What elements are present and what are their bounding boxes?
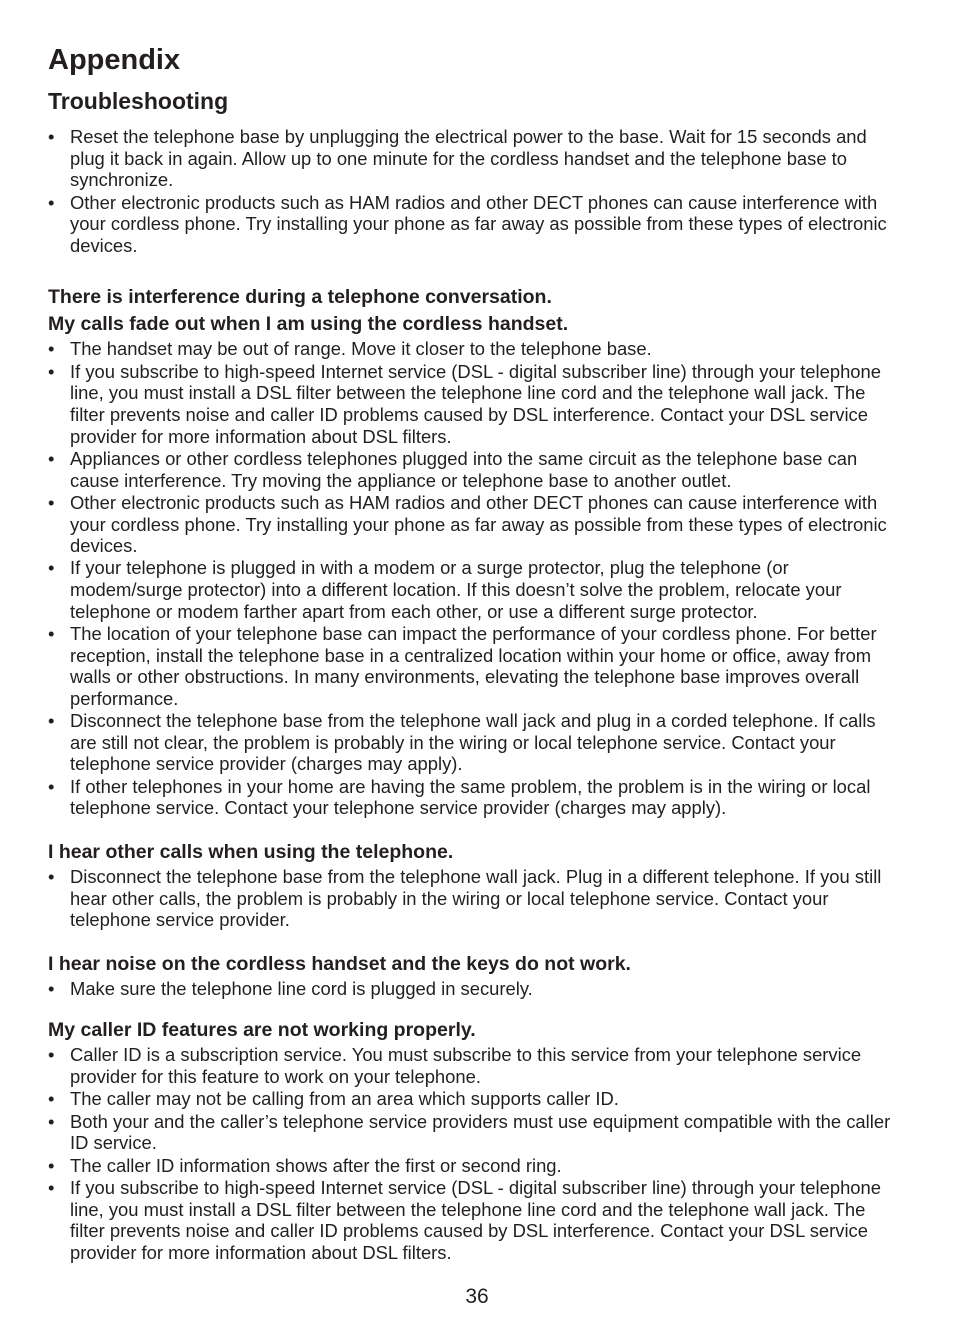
list-item-text: If you subscribe to high-speed Internet service (DSL - digital subscriber line) through your telephone line, you must install a DSL filter between the telephone line cord and the telephone wall jack. The filter prevents noise and caller ID problems caused by DSL interference. Contact your DSL service provider for more information about DSL filters. [70,1177,881,1263]
list-item [48,1044,894,1087]
bullet-icon: • [48,126,55,147]
list-item [48,1177,894,1263]
bullet-icon: • [48,191,55,213]
list-item-text: If you subscribe to high-speed Internet service (DSL - digital subscriber line) through your telephone line, you must install a DSL filter between the telephone line cord and the telephone wall jack. The filter prevents noise and caller ID problems caused by DSL interference. Contact your DSL service provider for more information about DSL filters. [70,360,881,447]
list-item [48,492,894,557]
bullet-icon: • [48,491,55,513]
troubleshooting-list [48,866,894,931]
list-item [48,978,894,1000]
list-item [48,126,894,191]
bullet-icon: • [48,360,55,382]
troubleshooting-list [48,1044,894,1263]
bullet-icon: • [48,977,55,999]
troubleshooting-list [48,978,894,1000]
intro-list [48,126,894,256]
bullet-icon: • [48,1154,55,1176]
list-item [48,710,894,775]
bullet-icon: • [48,866,55,887]
page-title: Appendix [48,44,181,76]
list-item-text: The caller may not be calling from an area which supports caller ID. [70,1088,619,1110]
list-item-text: If other telephones in your home are having the same problem, the problem is in the wiring or local telephone service. Contact your telephone service provider (charges may apply). [70,775,871,819]
section-title [48,951,894,978]
list-item [48,338,894,360]
list-item-text: Caller ID is a subscription service. You must subscribe to this service from your telephone service provider for this feature to work on your telephone. [70,1044,862,1087]
list-item [48,776,894,819]
bullet-icon: • [48,1110,55,1132]
list-item-text: Appliances or other cordless telephones plugged into the same circuit as the telephone base can cause interference. Try moving the appliance or telephone base to another outlet. [70,447,858,491]
list-item-text: Both your and the caller’s telephone service providers must use equipment compatible with the caller ID service. [70,1110,891,1154]
bullet-icon: • [48,1177,55,1199]
list-item-text: Disconnect the telephone base from the telephone wall jack and plug in a corded telephone. If calls are still not clear, the problem is probably in the wiring or local telephone service. Contact your telephone service provider (charges may apply). [70,710,876,775]
section-heading-troubleshooting: Troubleshooting [48,88,229,114]
section-interference [48,284,894,819]
section-title-line: There is interference during a telephone conversation. [48,286,552,309]
list-item-text: Make sure the telephone line cord is plugged in securely. [70,977,533,999]
list-item [48,1155,894,1177]
bullet-icon: • [48,338,55,360]
section-title-line: My calls fade out when I am using the cordless handset. [48,313,569,336]
list-item [48,192,894,257]
list-item [48,623,894,709]
list-item-text: Reset the telephone base by unplugging the electrical power to the base. Wait for 15 seconds and plug it back in again. Allow up to one minute for the cordless handset and the telephone base to synchronize. [70,126,867,191]
list-item-text: The caller ID information shows after the first or second ring. [70,1154,562,1176]
bullet-icon: • [48,710,55,732]
bullet-icon: • [48,557,55,579]
section-title-line: I hear noise on the cordless handset and the keys do not work. [48,952,631,975]
list-item [48,1088,894,1110]
list-item-text: The location of your telephone base can impact the performance of your cordless phone. For better reception, install the telephone base in a centralized location within your home or office, away from walls or other obstructions. In many environments, elevating the telephone base improves overall performance. [70,623,877,709]
list-item-text: The handset may be out of range. Move it closer to the telephone base. [70,338,652,360]
list-item [48,866,894,931]
list-item [48,361,894,447]
section-title-line: I hear other calls when using the telephone. [48,841,454,863]
list-item [48,448,894,491]
bullet-icon: • [48,775,55,797]
list-item-text: Other electronic products such as HAM radios and other DECT phones can cause interference with your cordless phone. Try installing your phone as far away as possible from these types of electronic devices. [70,191,887,256]
bullet-icon: • [48,447,55,469]
section-title-line: My caller ID features are not working properly. [48,1019,476,1042]
page-number: 36 [465,1285,489,1308]
section-caller-id [48,1017,894,1263]
section-title [48,1017,894,1044]
section-other-calls [48,839,894,931]
section-title [48,839,894,866]
bullet-icon: • [48,1088,55,1110]
bullet-icon: • [48,623,55,645]
troubleshooting-list [48,338,894,819]
bullet-icon: • [48,1044,55,1066]
section-noise [48,951,894,1000]
list-item [48,557,894,622]
list-item-text: If your telephone is plugged in with a modem or a surge protector, plug the telephone (or modem/surge protector) into a different location. If this doesn’t solve the problem, relocate your telephone or modem farther apart from each other, or use a different surge protector. [70,557,842,622]
list-item-text: Other electronic products such as HAM radios and other DECT phones can cause interference with your cordless phone. Try installing your phone as far away as possible from these types of electronic devices. [70,491,887,557]
section-title [48,284,894,338]
document-page [48,40,894,1264]
list-item [48,1111,894,1154]
list-item-text: Disconnect the telephone base from the telephone wall jack. Plug in a different telephone. If you still hear other calls, the problem is probably in the wiring or local telephone service. Contact your telephone service provider. [70,866,882,931]
